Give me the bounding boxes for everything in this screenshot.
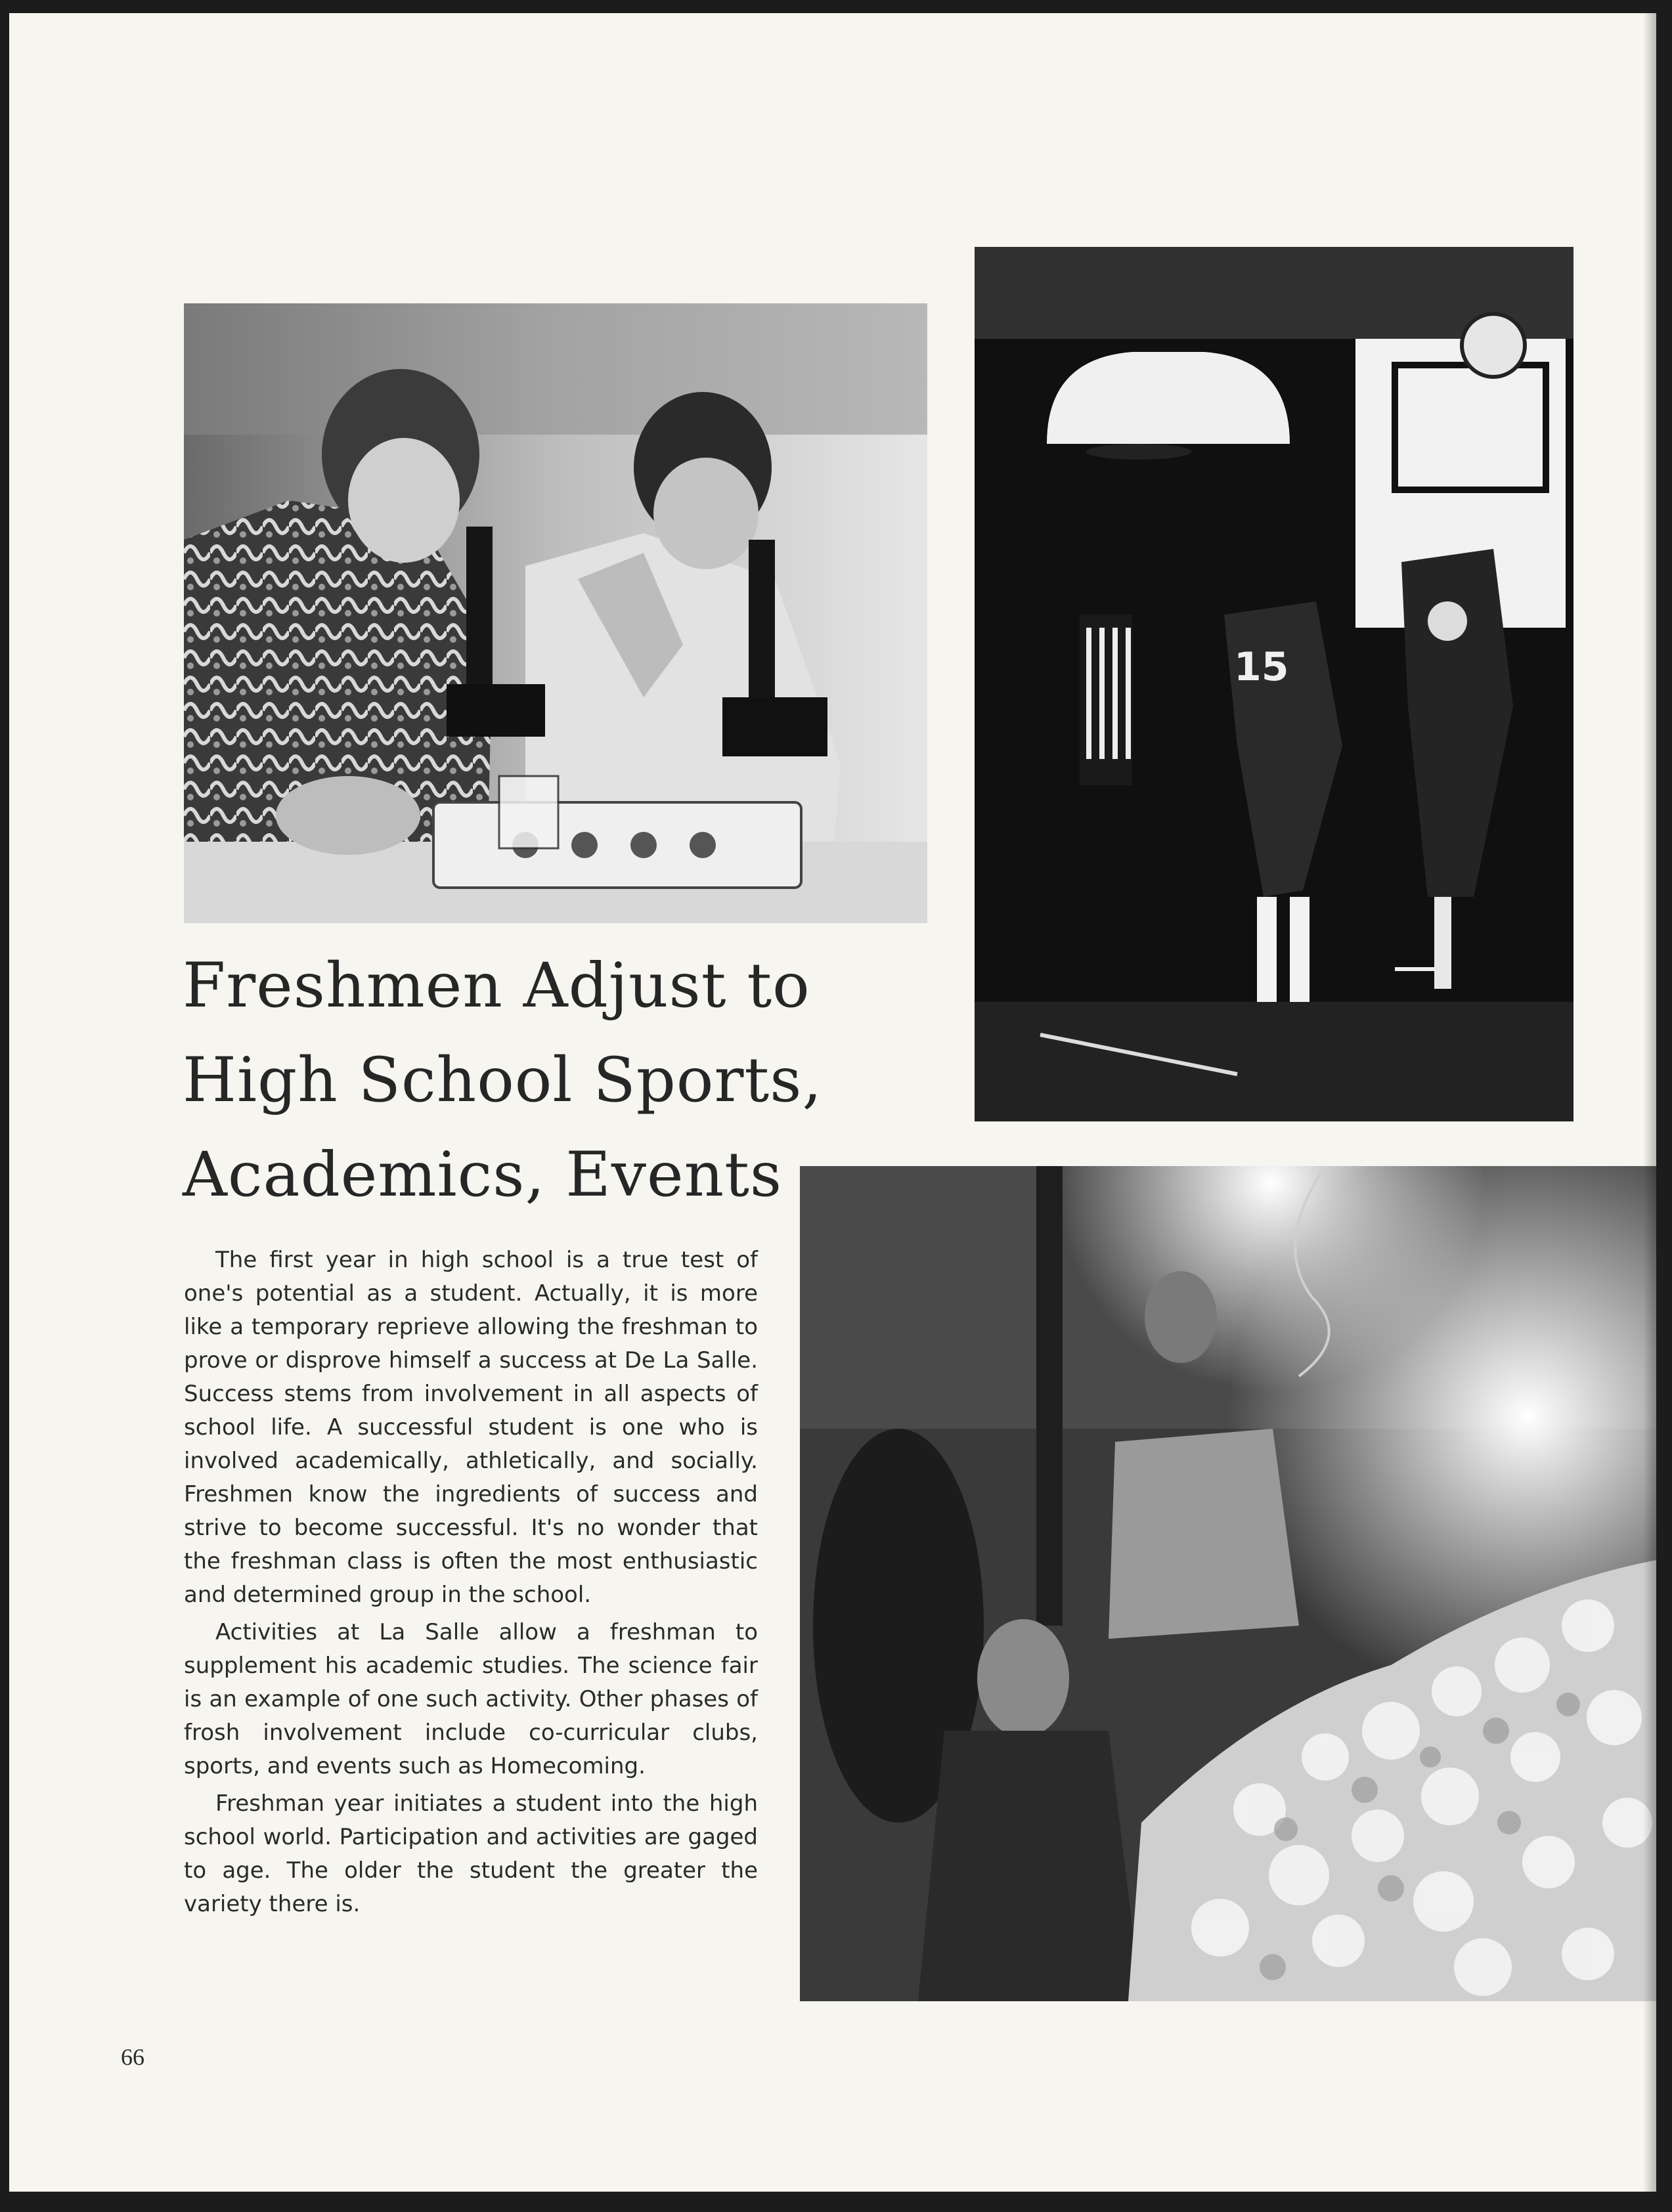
headline-line-2: High School Sports, [183, 1045, 823, 1116]
basketball-game-photo [975, 247, 1573, 1121]
headline-line-3: Academics, Events [183, 1139, 783, 1211]
jersey-number: 15 [1234, 644, 1289, 690]
headline-line-1: Freshmen Adjust to [183, 950, 810, 1022]
homecoming-float-photo [800, 1166, 1656, 2001]
yearbook-page [9, 13, 1656, 2192]
paragraph-3: Freshman year initiates a student into the high school world. Participation and activities are gaged to age. The older the student the greater the variety there is. [184, 1790, 758, 1917]
microscope-students-photo [184, 303, 927, 923]
page-number: 66 [121, 2044, 144, 2070]
article-body [184, 1244, 758, 1925]
page-edge-shadow [1643, 13, 1656, 2192]
paragraph-1: The first year in high school is a true test of one's potential as a student. Actually, it is more like a temporary reprieve allowing the freshman to prove or disprove himself a success at De La Salle. Success stems from involvement in all aspects of school life. A successful student is one who is involved academically, athletically, and socially. Freshmen know the ingredients of success and strive to become successful. It's no wonder that the freshman class is often the most enthusiastic and determined group in the school. [184, 1247, 758, 1608]
paragraph-2: Activities at La Salle allow a freshman to supplement his academic studies. The science fair is an example of one such activity. Other phases of frosh involvement include co-curricular clubs, sports, and events such as Homecoming. [184, 1619, 758, 1779]
page-headline [183, 939, 905, 1223]
